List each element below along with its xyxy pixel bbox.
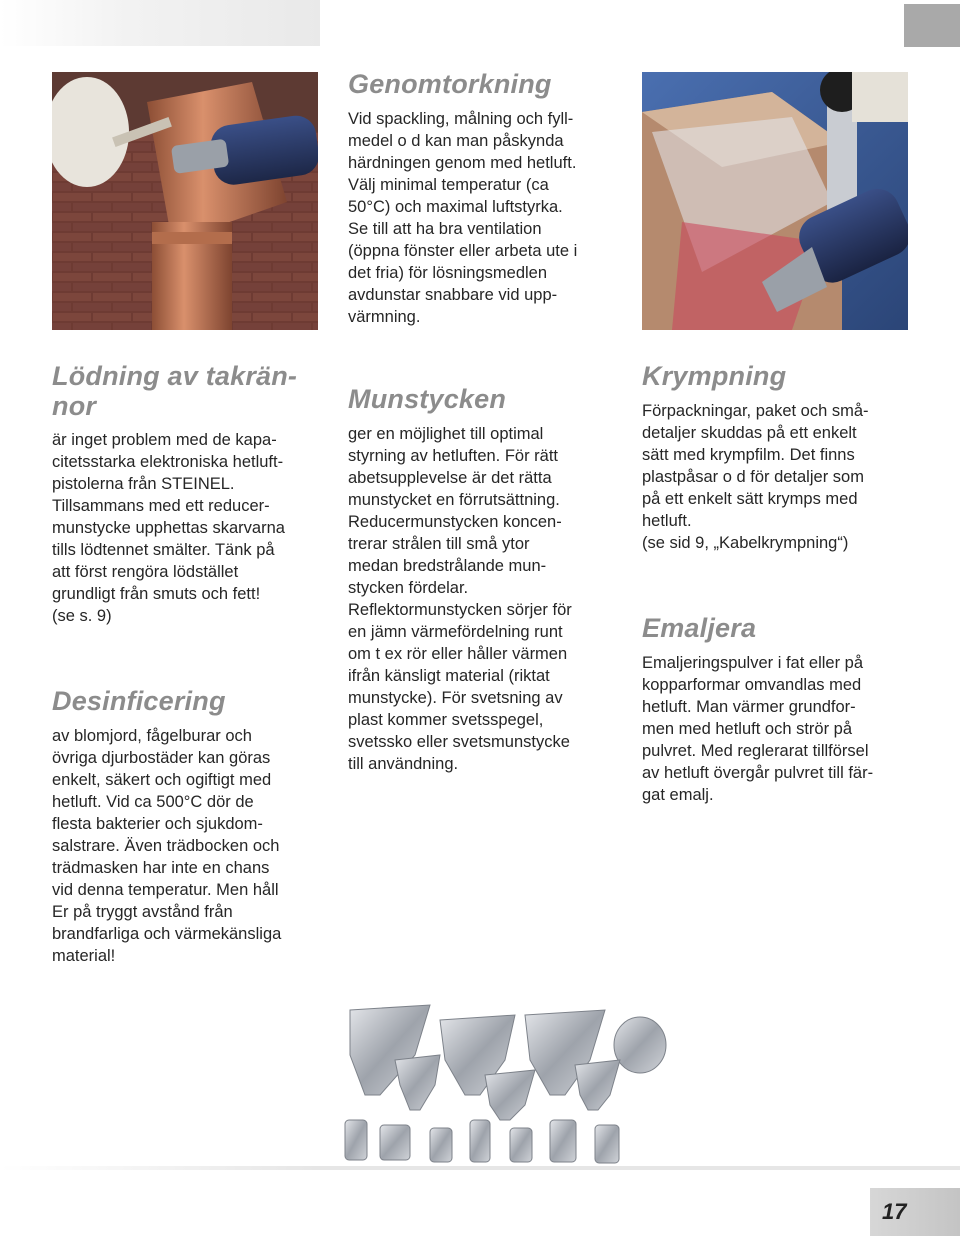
photo-nozzle-set: [320, 1000, 680, 1166]
text-emaljera: Emaljeringspulver i fat eller på kopparformar omvandlas med hetluft. Man värmer grundfor- men med hetluft och strör på pulvret. Med reglerarat tillförsel av hetluft övergår pulvret till fär- gat emalj.: [642, 654, 874, 804]
text-krympning: Förpackningar, paket och små- detaljer skuddas på ett enkelt sätt med krympfilm. Det finns plastpåsar o d för detaljer som på ett enkelt sätt krymps med hetluft. (se sid 9, „Kabelkrympning“): [642, 402, 869, 552]
top-right-tab: [904, 4, 960, 47]
top-decor-bar: [0, 0, 320, 46]
bottom-decor-bar-right: [320, 1166, 960, 1170]
bottom-decor-bar-left: [0, 1166, 320, 1170]
heading-emaljera: Emaljera: [642, 613, 757, 643]
text-lodning: är inget problem med de kapa- citetsstarka elektroniska hetluft- pistolerna från STEINEL. Tillsammans med ett reducer- munstycke upphettas skarvarna tills lödtennet smälter. Tänk på att först rengöra lödstället grundligt från smuts och fett! (se s. 9): [52, 431, 285, 625]
heading-desinficering: Desinficering: [52, 686, 226, 716]
photo-shrink-wrapping: [642, 72, 908, 330]
page-number: 17: [882, 1199, 907, 1224]
heading-munstycken: Munstycken: [348, 384, 507, 414]
heading-genomtorkning: Genomtorkning: [348, 69, 552, 99]
heading-lodning: Lödning av takrän- nor: [52, 361, 298, 421]
text-munstycken: ger en möjlighet till optimal styrning av hetluften. För rätt abetsupplevelse är det rätta munstycket en förrutsättning. Reducermunstycken koncen- trerar strålen till små ytor medan bredstrålande mun- stycken fördelar. Reflektormunstycken sörjer för en jämn värmefördelning runt om t ex rör eller håller värmen ifrån känsligt material (riktat munstycke). För svetsning av plast kommer svetsspegel, svetssko eller svetsmunstycke till användning.: [348, 425, 572, 773]
heading-krympning: Krympning: [642, 361, 787, 391]
text-desinficering: av blomjord, fågelburar och övriga djurbostäder kan göras enkelt, säkert och ogiftigt med hetluft. Vid ca 500°C dör de flesta bakterier och sjukdom- salstrare. Även trädbocken och trädmasken har inte en chans vid denna temperatur. Men håll Er på tryggt avstånd från brandfarliga och värmekänsliga material!: [52, 727, 282, 965]
text-genomtorkning: Vid spackling, målning och fyll- medel o d kan man påskynda härdningen genom med hetluft. Välj minimal temperatur (ca 50°C) och maximal luftstyrka. Se till att ha bra ventilation (öppna fönster eller arbeta ute i det fria) för lösningsmedlen avdunstar snabbare vid upp- värmning.: [348, 110, 578, 326]
photo-soldering-gutter: [52, 72, 318, 330]
